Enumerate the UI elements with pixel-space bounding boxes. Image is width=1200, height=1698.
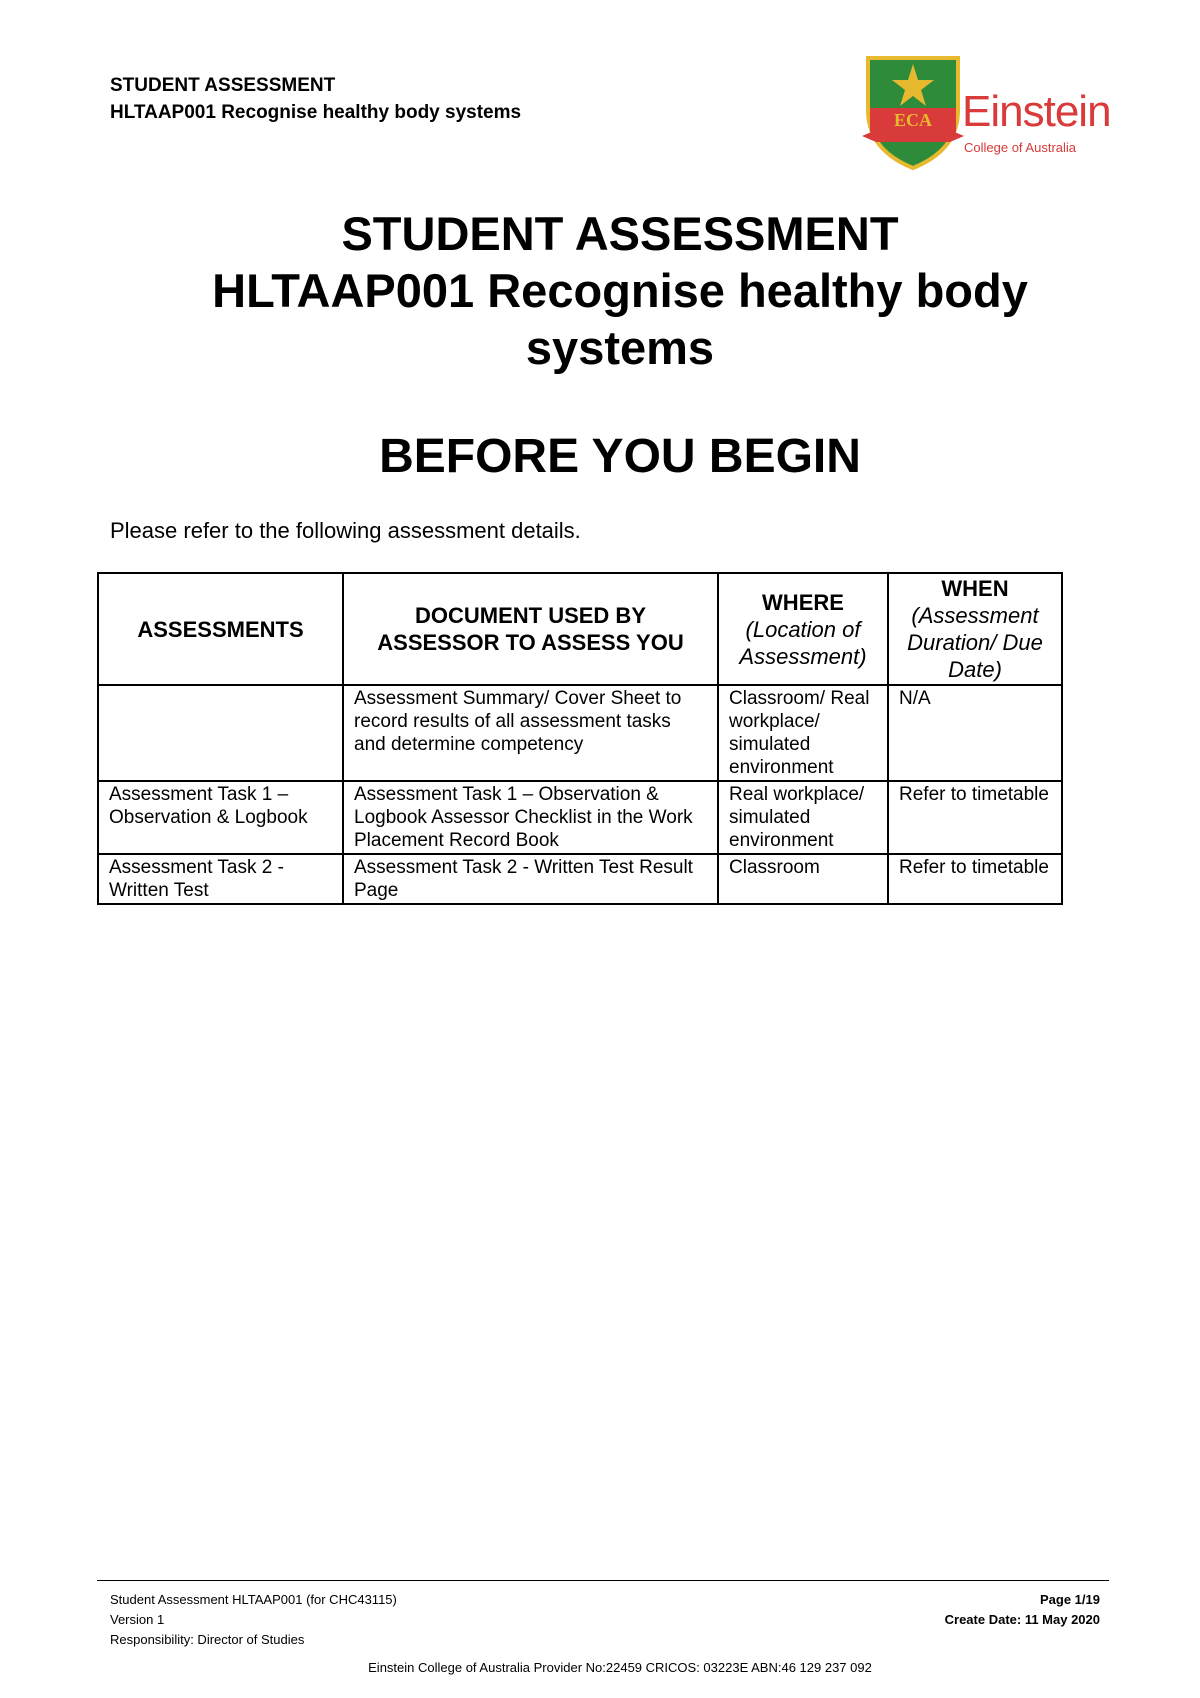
header-where-sub: (Location of Assessment) <box>739 616 867 669</box>
cell-document: Assessment Task 1 – Observation & Logbook Assessor Checklist in the Work Placement Record Book <box>343 781 718 854</box>
header-when-label: WHEN <box>941 576 1009 601</box>
svg-text:ECA: ECA <box>893 110 933 130</box>
logo-brand-name: Einstein <box>962 87 1111 136</box>
header-where-label: WHERE <box>762 589 844 615</box>
table-header-row <box>98 573 1062 685</box>
running-header-unit: HLTAAP001 Recognise healthy body systems <box>110 102 522 123</box>
header-when-sub: (Assessment Duration/ Due Date) <box>907 603 1043 682</box>
cell-where: Classroom/ Real workplace/ simulated environment <box>718 685 888 781</box>
footer-left <box>110 1590 397 1650</box>
cell-document: Assessment Summary/ Cover Sheet to record results of all assessment tasks and determine competency <box>343 685 718 781</box>
cell-document: Assessment Task 2 - Written Test Result Page <box>343 854 718 904</box>
cell-assessment: Assessment Task 1 – Observation & Logbook <box>98 781 343 854</box>
table-row <box>98 685 1062 781</box>
title-line-1: STUDENT ASSESSMENT <box>341 207 899 260</box>
cell-when: Refer to timetable <box>888 854 1062 904</box>
cell-where: Classroom <box>718 854 888 904</box>
header-when <box>888 573 1062 685</box>
running-header <box>110 72 521 126</box>
footer-page-number: Page 1/19 <box>1040 1592 1100 1607</box>
intro-text: Please refer to the following assessment details. <box>110 518 581 543</box>
footer-responsibility: Responsibility: Director of Studies <box>110 1632 305 1647</box>
assessment-table <box>97 572 1063 905</box>
footer-right <box>945 1590 1100 1630</box>
running-header-title: STUDENT ASSESSMENT <box>110 75 336 96</box>
header-where <box>718 573 888 685</box>
cell-assessment <box>98 685 343 781</box>
cell-where: Real workplace/ simulated environment <box>718 781 888 854</box>
footer-doc-ref: Student Assessment HLTAAP001 (for CHC43115) <box>110 1592 397 1607</box>
footer-version: Version 1 <box>110 1612 165 1627</box>
logo-subtitle: College of Australia <box>964 140 1077 155</box>
shield-emblem-icon <box>858 50 968 172</box>
page-title <box>0 205 1200 376</box>
footer-divider <box>97 1580 1109 1581</box>
header-document: DOCUMENT USED BY ASSESSOR TO ASSESS YOU <box>343 573 718 685</box>
header-assessments: ASSESSMENTS <box>98 573 343 685</box>
footer-create-date: Create Date: 11 May 2020 <box>944 1612 1100 1627</box>
section-heading: BEFORE YOU BEGIN <box>379 430 861 483</box>
college-logo <box>858 50 1111 172</box>
title-line-2: HLTAAP001 Recognise healthy body <box>212 264 1028 317</box>
footer-provider: Einstein College of Australia Provider No:22459 CRICOS: 03223E ABN:46 129 237 092 <box>368 1660 872 1675</box>
table-row <box>98 854 1062 904</box>
cell-when: Refer to timetable <box>888 781 1062 854</box>
title-line-3: systems <box>525 321 715 374</box>
table-row <box>98 781 1062 854</box>
cell-assessment: Assessment Task 2 - Written Test <box>98 854 343 904</box>
cell-when: N/A <box>888 685 1062 781</box>
